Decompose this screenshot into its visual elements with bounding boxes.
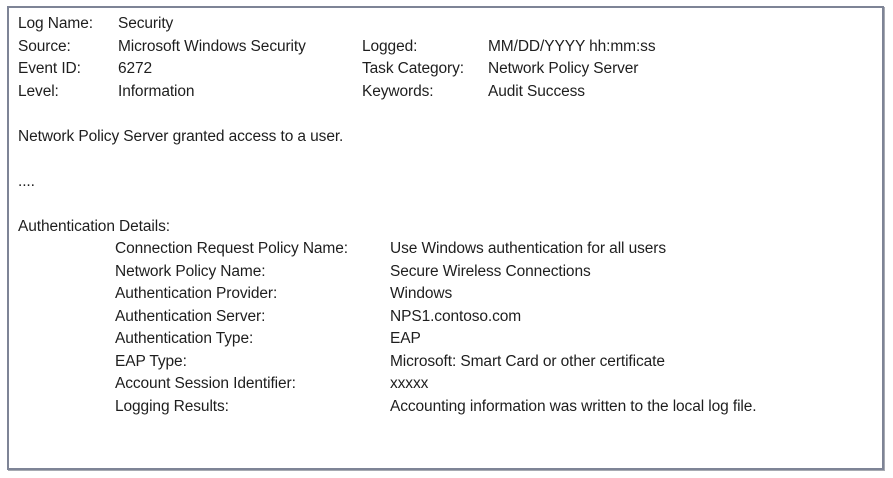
detail-row-authentication-type [18,328,874,351]
event-message: Network Policy Server granted access to a user. [18,127,344,145]
truncation-ellipsis: .... [18,172,35,190]
field-value-source: Microsoft Windows Security [118,37,306,55]
field-label-log-name: Log Name: [18,15,93,32]
event-log-panel [7,6,884,470]
header-row-level [18,81,874,104]
detail-row-authentication-provider [18,283,874,306]
detail-row-connection-request-policy [18,238,874,261]
detail-row-network-policy-name [18,261,874,284]
field-label-source: Source: [18,37,71,55]
field-value-logged: MM/DD/YYYY hh:mm:ss [488,37,656,55]
detail-row-eap-type [18,351,874,374]
detail-value: xxxxx [390,375,429,392]
detail-value: Use Windows authentication for all users [390,240,666,257]
header-row-source [18,36,874,59]
field-value-task-category: Network Policy Server [488,60,639,77]
field-label-event-id: Event ID: [18,60,81,77]
detail-row-authentication-server [18,306,874,329]
detail-label: EAP Type: [115,352,187,370]
detail-value: Secure Wireless Connections [390,262,591,280]
field-label-task-category: Task Category: [362,60,464,77]
event-message-row [18,126,874,149]
header-row-event-id [18,58,874,81]
field-label-level: Level: [18,82,59,100]
field-value-log-name: Security [118,15,174,32]
detail-value: Microsoft: Smart Card or other certificate [390,352,665,370]
blank-line [18,193,874,216]
detail-label: Authentication Provider: [115,285,278,302]
detail-label: Logging Results: [115,397,229,415]
header-row-log-name [18,13,874,36]
detail-value: EAP [390,330,421,347]
section-title: Authentication Details: [18,217,170,235]
field-value-keywords: Audit Success [488,82,585,100]
section-title-row [18,216,874,239]
field-value-level: Information [118,82,195,100]
detail-label: Network Policy Name: [115,262,266,280]
detail-value: Accounting information was written to the local log file. [390,397,757,415]
detail-label: Authentication Server: [115,307,266,325]
blank-line [18,103,874,126]
field-value-empty [488,13,874,36]
detail-label: Account Session Identifier: [115,375,296,392]
field-label-keywords: Keywords: [362,82,434,100]
field-label-logged: Logged: [362,37,418,55]
detail-row-logging-results [18,396,874,419]
truncation-ellipsis-row [18,171,874,194]
field-label-empty [362,13,488,36]
field-value-event-id: 6272 [118,60,153,77]
detail-label: Connection Request Policy Name: [115,240,348,257]
blank-line [18,148,874,171]
detail-row-account-session-identifier [18,373,874,396]
detail-label: Authentication Type: [115,330,254,347]
detail-value: NPS1.contoso.com [390,307,522,325]
detail-value: Windows [390,285,453,302]
